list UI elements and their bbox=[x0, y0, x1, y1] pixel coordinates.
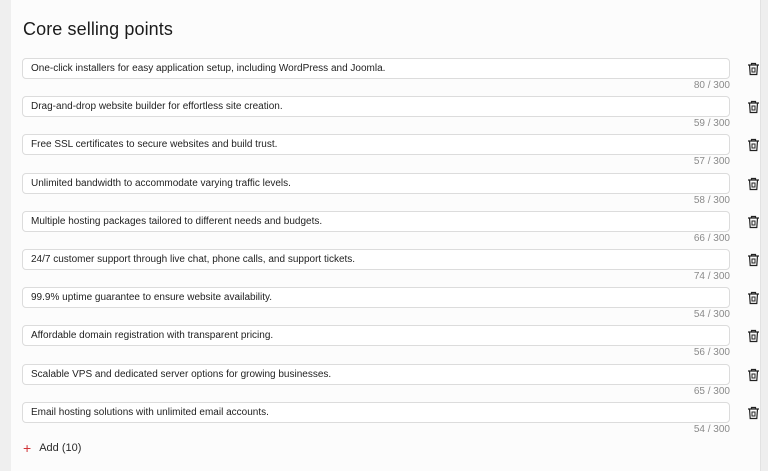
selling-point-input[interactable]: Scalable VPS and dedicated server options for growing businesses. bbox=[22, 364, 730, 385]
character-counter: 65 / 300 bbox=[693, 386, 730, 397]
selling-point-input[interactable]: Drag-and-drop website builder for effortless site creation. bbox=[22, 96, 730, 117]
selling-point-row bbox=[22, 364, 762, 402]
left-edge bbox=[0, 0, 11, 471]
character-counter: 56 / 300 bbox=[693, 347, 730, 358]
trash-icon[interactable] bbox=[747, 215, 760, 229]
selling-point-row bbox=[22, 402, 762, 440]
selling-point-row bbox=[22, 325, 762, 363]
selling-point-input[interactable]: 99.9% uptime guarantee to ensure website availability. bbox=[22, 287, 730, 308]
character-counter: 59 / 300 bbox=[693, 118, 730, 129]
selling-point-row bbox=[22, 96, 762, 134]
selling-point-input[interactable]: Multiple hosting packages tailored to different needs and budgets. bbox=[22, 211, 730, 232]
trash-icon[interactable] bbox=[747, 291, 760, 305]
selling-point-row bbox=[22, 134, 762, 172]
character-counter: 57 / 300 bbox=[693, 156, 730, 167]
add-button-label: Add (10) bbox=[39, 442, 82, 454]
scrollbar[interactable] bbox=[760, 0, 768, 471]
trash-icon[interactable] bbox=[747, 138, 760, 152]
selling-point-input[interactable]: Unlimited bandwidth to accommodate varying traffic levels. bbox=[22, 173, 730, 194]
selling-point-row bbox=[22, 173, 762, 211]
trash-icon[interactable] bbox=[747, 177, 760, 191]
selling-point-row bbox=[22, 287, 762, 325]
selling-point-row bbox=[22, 58, 762, 96]
selling-points-panel bbox=[11, 0, 760, 471]
selling-point-input[interactable]: One-click installers for easy application setup, including WordPress and Joomla. bbox=[22, 58, 730, 79]
selling-point-input[interactable]: Affordable domain registration with transparent pricing. bbox=[22, 325, 730, 346]
trash-icon[interactable] bbox=[747, 100, 760, 114]
trash-icon[interactable] bbox=[747, 62, 760, 76]
selling-point-input[interactable]: Email hosting solutions with unlimited email accounts. bbox=[22, 402, 730, 423]
character-counter: 54 / 300 bbox=[693, 424, 730, 435]
character-counter: 74 / 300 bbox=[693, 271, 730, 282]
trash-icon[interactable] bbox=[747, 253, 760, 267]
section-title: Core selling points bbox=[23, 19, 173, 39]
selling-point-input[interactable]: 24/7 customer support through live chat, phone calls, and support tickets. bbox=[22, 249, 730, 270]
character-counter: 58 / 300 bbox=[693, 195, 730, 206]
add-selling-point-button[interactable] bbox=[23, 441, 81, 455]
character-counter: 80 / 300 bbox=[693, 80, 730, 91]
plus-icon: + bbox=[23, 440, 32, 456]
selling-point-input[interactable]: Free SSL certificates to secure websites and build trust. bbox=[22, 134, 730, 155]
selling-point-row bbox=[22, 211, 762, 249]
trash-icon[interactable] bbox=[747, 406, 760, 420]
trash-icon[interactable] bbox=[747, 368, 760, 382]
trash-icon[interactable] bbox=[747, 329, 760, 343]
selling-point-row bbox=[22, 249, 762, 287]
character-counter: 66 / 300 bbox=[693, 233, 730, 244]
character-counter: 54 / 300 bbox=[693, 309, 730, 320]
